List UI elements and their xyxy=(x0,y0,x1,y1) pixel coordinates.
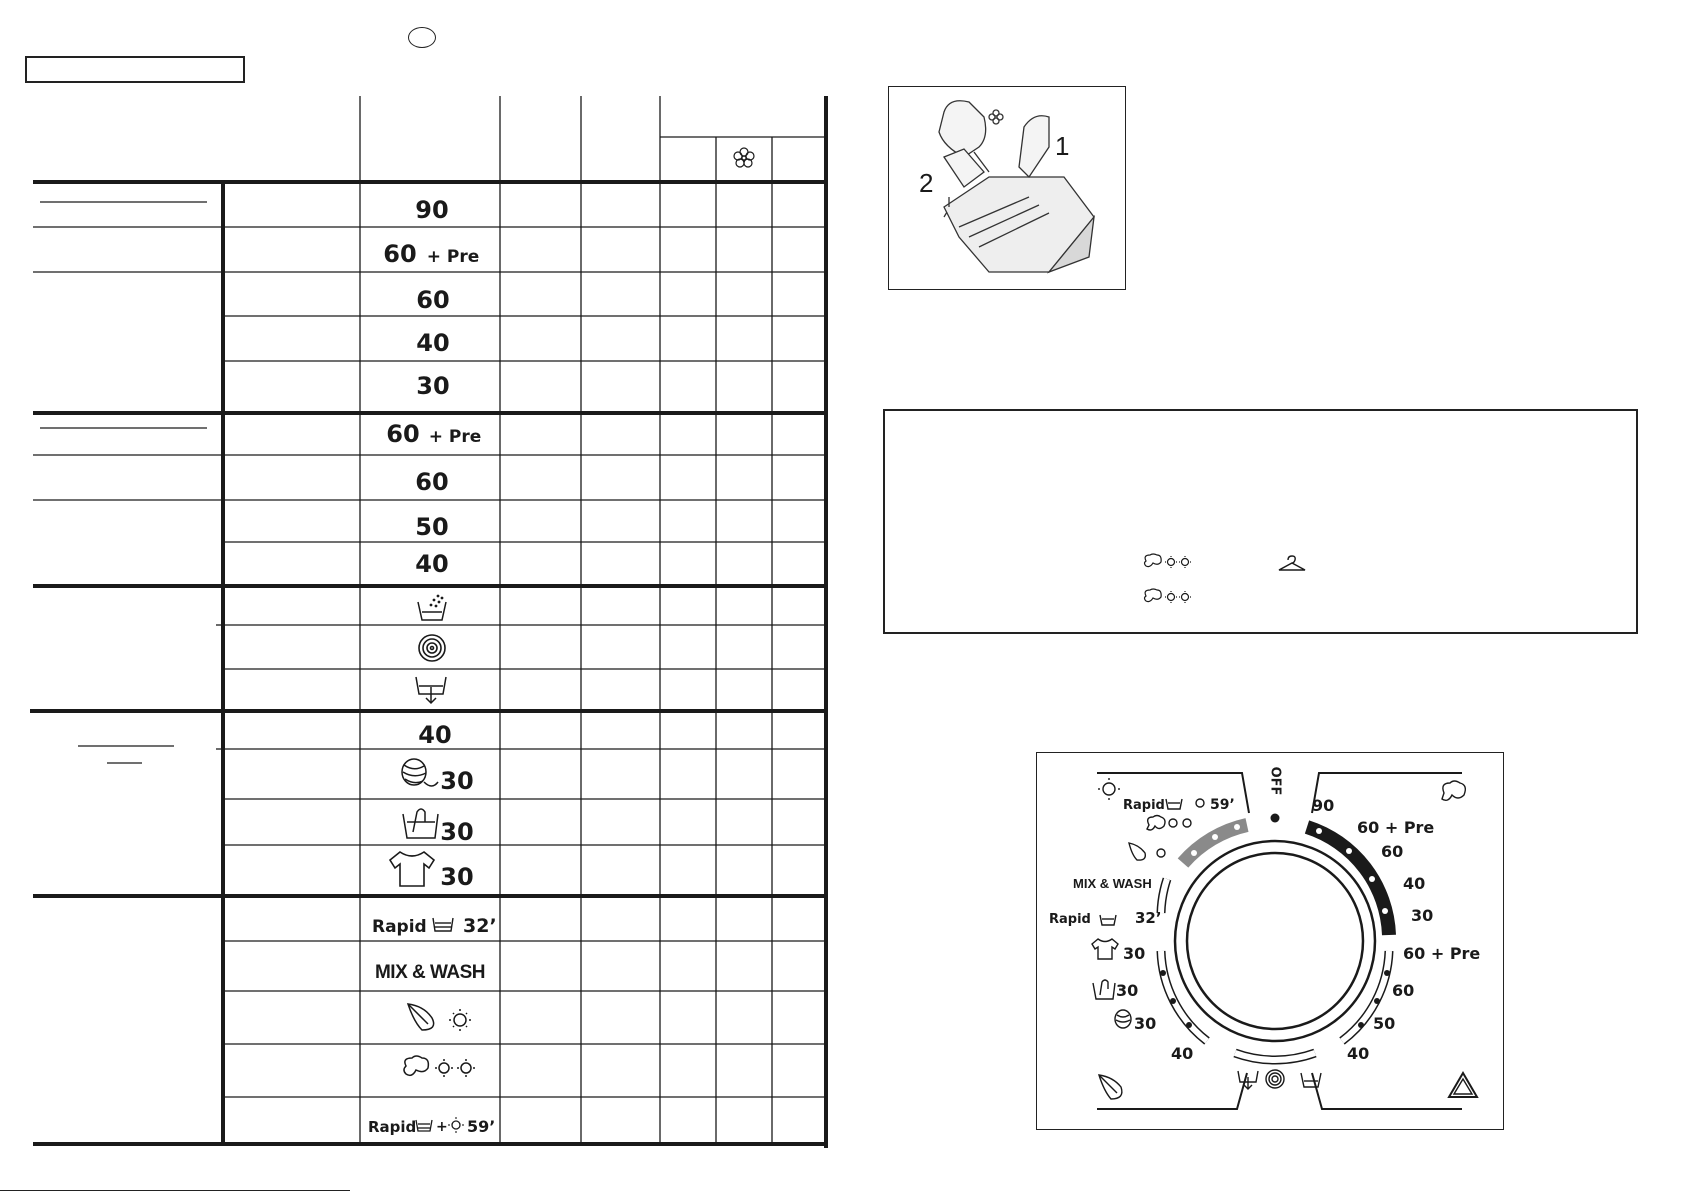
synthetic-triangle-icon xyxy=(1449,1073,1477,1097)
cotton-sun-sun-icon xyxy=(1147,816,1191,831)
hand-wash-icon xyxy=(1093,980,1115,999)
shirt-icon xyxy=(1092,939,1118,959)
dial-delicate-40[interactable]: 40 xyxy=(1171,1044,1194,1063)
tub-icon xyxy=(1100,915,1116,925)
mix-wash-label: MIX & WASH xyxy=(374,962,486,983)
drain-icon xyxy=(416,677,446,703)
dial-mix-wash[interactable]: MIX & WASH xyxy=(1073,876,1152,891)
sun-icon xyxy=(1196,799,1204,807)
label-2: 2 xyxy=(919,168,934,198)
sun-icon xyxy=(1098,778,1120,800)
program-label: 30 xyxy=(440,818,474,846)
dial-cotton-60[interactable]: 60 xyxy=(1381,842,1404,861)
prewash-shower-icon xyxy=(418,595,446,620)
note-box xyxy=(883,409,1638,634)
spin-spiral-icon xyxy=(1266,1070,1284,1088)
dial-synthetic-60-pre[interactable]: 60 + Pre xyxy=(1403,944,1481,963)
dial-synthetic-50[interactable]: 50 xyxy=(1373,1014,1396,1033)
program-label: 40 xyxy=(418,721,452,749)
programme-dial-panel xyxy=(1036,752,1504,1130)
program-label: 90 xyxy=(415,196,449,224)
program-suffix: + Pre xyxy=(426,247,480,267)
program-label: 40 xyxy=(415,550,449,578)
dial-hand-30[interactable]: 30 xyxy=(1116,981,1139,1000)
dial-rapid-32-label[interactable]: Rapid xyxy=(1049,912,1091,927)
program-label: 30 xyxy=(416,372,450,400)
dial-cotton-60-pre[interactable]: 60 + Pre xyxy=(1357,818,1435,837)
dial-rapid-59-value: 59’ xyxy=(1210,797,1235,813)
drain-icon xyxy=(1238,1071,1258,1089)
dial-cotton-30[interactable]: 30 xyxy=(1411,906,1434,925)
wool-yarn-icon xyxy=(1115,1010,1131,1028)
rapid-value: 59’ xyxy=(467,1117,496,1136)
rapid-value: 32’ xyxy=(463,915,497,937)
feather-icon xyxy=(1099,1075,1122,1099)
program-label: 60 xyxy=(415,468,449,496)
dial-synthetic-60[interactable]: 60 xyxy=(1392,981,1415,1000)
rapid-label: Rapid xyxy=(372,917,427,937)
shirt-icon xyxy=(390,852,434,886)
dial-rapid-59-label[interactable]: Rapid xyxy=(1123,798,1165,813)
program-label: 30 xyxy=(440,767,474,795)
dial-cotton-90[interactable]: 90 xyxy=(1312,796,1335,815)
cotton-sun-sun-icon xyxy=(1143,588,1195,610)
hand-wash-icon xyxy=(403,809,438,838)
dial-rapid-32-value: 32’ xyxy=(1135,909,1162,927)
cotton-sun-sun-icon xyxy=(404,1056,475,1077)
tub-icon xyxy=(1166,799,1182,809)
program-label: 50 xyxy=(415,513,449,541)
detergent-drawer-figure xyxy=(888,86,1126,290)
label-1: 1 xyxy=(1055,131,1070,161)
dial-cotton-40[interactable]: 40 xyxy=(1403,874,1426,893)
program-suffix: + Pre xyxy=(428,427,482,447)
program-label: 60 xyxy=(416,286,450,314)
dial-synthetic-40[interactable]: 40 xyxy=(1347,1044,1370,1063)
hanger-icon xyxy=(1277,555,1307,573)
svg-text:+: + xyxy=(436,1119,448,1135)
program-label: 30 xyxy=(440,863,474,891)
flower-softener-icon xyxy=(734,148,754,167)
wool-yarn-icon xyxy=(402,759,438,786)
spin-spiral-icon xyxy=(419,635,445,661)
tub-icon xyxy=(433,918,453,931)
feather-sun-icon xyxy=(408,1004,471,1031)
rapid-label: Rapid xyxy=(368,1118,417,1136)
program-label: 40 xyxy=(416,329,450,357)
cotton-sun-sun-icon xyxy=(1143,553,1195,575)
feather-sun-icon xyxy=(1129,843,1165,860)
programme-table xyxy=(0,0,840,1191)
dial-shirt-30[interactable]: 30 xyxy=(1123,944,1146,963)
cotton-icon xyxy=(1442,781,1465,800)
off-label[interactable]: OFF xyxy=(1267,766,1283,796)
program-label: 60 xyxy=(383,240,417,268)
flower-softener-icon xyxy=(989,110,1003,124)
prewash-shower-icon xyxy=(1301,1073,1321,1087)
tub-plus-sun-icon xyxy=(416,1117,464,1135)
program-label: 60 xyxy=(386,420,420,448)
dial-wool-30[interactable]: 30 xyxy=(1134,1014,1157,1033)
